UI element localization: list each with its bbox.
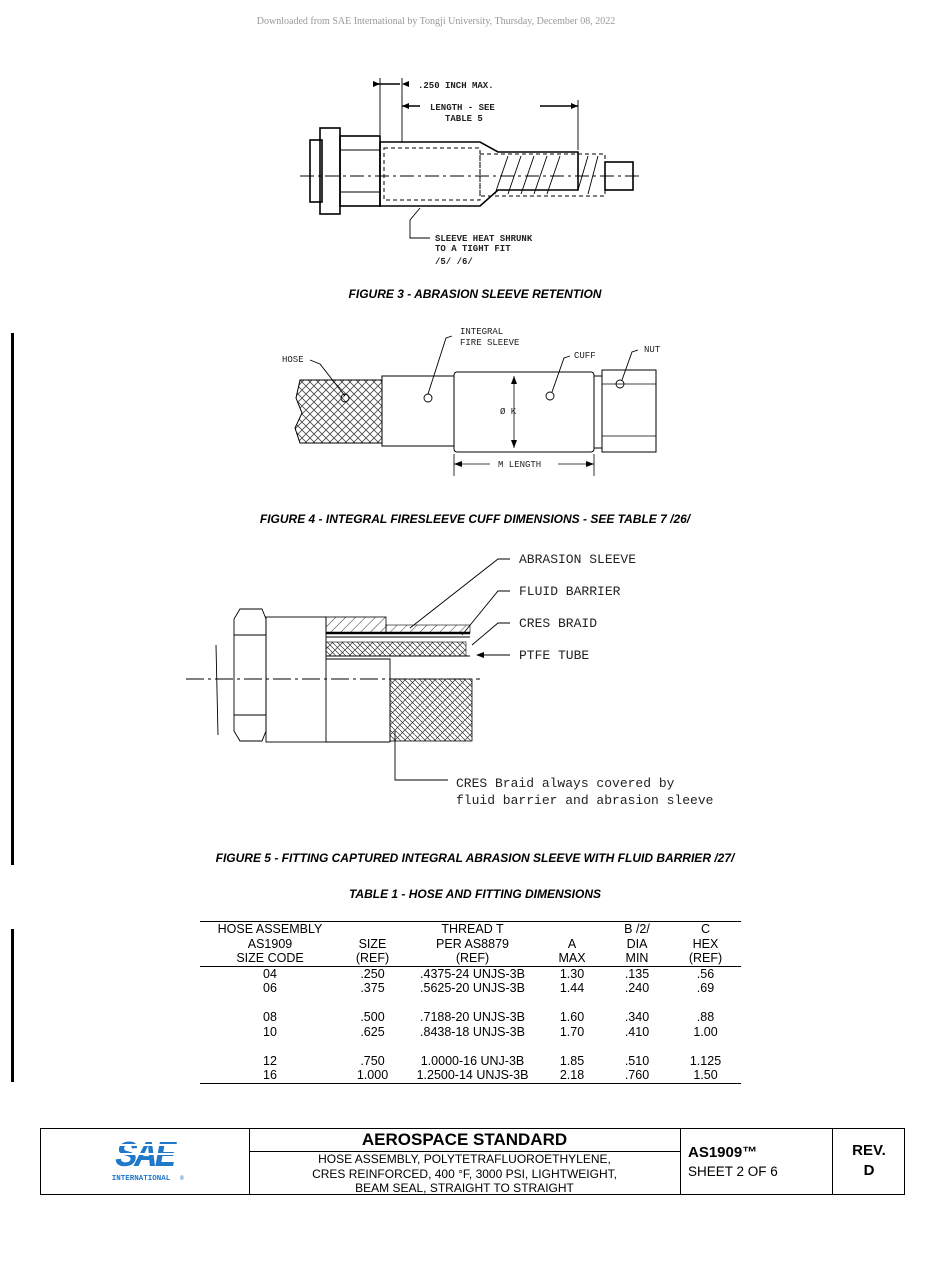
table-cell: .500: [360, 1010, 385, 1024]
table-cell: .135: [624, 966, 650, 981]
standard-type: AEROSPACE STANDARD: [249, 1129, 680, 1152]
table-cell: 12: [263, 1053, 277, 1068]
abrasion-sleeve-label: ABRASION SLEEVE: [519, 552, 637, 567]
table-header-row: [200, 922, 741, 937]
table-cell: .250: [360, 966, 385, 981]
table-row: [200, 981, 741, 996]
revision: [832, 1141, 906, 1181]
table-cell: .56: [696, 966, 715, 981]
header-cell: HOSE ASSEMBLY: [200, 922, 340, 937]
sleeve-note-3: /5/ /6/: [435, 257, 473, 267]
integral-label-2: FIRE SLEEVE: [460, 338, 520, 348]
hose-fitting-table: [200, 921, 741, 1084]
hose-label: HOSE: [282, 355, 304, 365]
table-cell: 1.70: [559, 1024, 585, 1039]
header-cell: PER AS8879: [436, 936, 509, 951]
table-cell: .8438-18 UNJS-3B: [420, 1024, 525, 1039]
table-cell: .340: [624, 1010, 650, 1024]
cres-note-1: CRES Braid always covered by: [456, 776, 675, 791]
registered-mark: ®: [180, 1175, 184, 1182]
table-cell: .88: [696, 1010, 715, 1024]
figure-3-caption: FIGURE 3 - ABRASION SLEEVE RETENTION: [348, 287, 602, 301]
table-cell: .760: [604, 1068, 670, 1083]
table-header-row: [200, 951, 741, 966]
integral-label-1: INTEGRAL: [460, 327, 504, 337]
table-cell: 1.85: [559, 1053, 585, 1068]
header-cell: DIA: [626, 936, 648, 951]
table-cell: .625: [360, 1024, 385, 1039]
header-cell: [340, 922, 405, 937]
table-cell: .69: [696, 981, 715, 995]
table-cell: 1.50: [670, 1068, 741, 1083]
ptfe-tube-label: PTFE TUBE: [519, 648, 590, 663]
sae-logo-text: SAE: [115, 1136, 175, 1177]
desc-line-1: HOSE ASSEMBLY, POLYTETRAFLUOROETHYLENE,: [318, 1152, 611, 1166]
figure-3-drawing: [280, 70, 660, 270]
change-bar: [11, 929, 14, 1082]
table-cell: 1.30: [559, 966, 585, 981]
table-cell: 10: [263, 1024, 277, 1039]
header-cell: SIZE: [358, 936, 387, 951]
rev-value: D: [863, 1162, 875, 1179]
nut-label: NUT: [644, 345, 661, 355]
sae-logo-subtext: INTERNATIONAL: [111, 1175, 171, 1183]
doc-number: AS1909™: [688, 1144, 758, 1161]
header-cell: B /2/: [604, 922, 670, 937]
table-cell: .410: [624, 1024, 650, 1039]
table-cell: .375: [360, 981, 385, 995]
table-row: [200, 1054, 741, 1069]
table-row: [200, 1010, 741, 1025]
table-cell: .750: [360, 1053, 385, 1068]
table-cell: 1.44: [559, 981, 585, 995]
sae-logo: [41, 1129, 249, 1194]
table-cell: 1.60: [559, 1010, 585, 1024]
header-cell: (REF): [670, 951, 741, 966]
header-cell: THREAD T: [405, 922, 540, 937]
table-cell: 1.000: [340, 1068, 405, 1083]
desc-line-2: CRES REINFORCED, 400 °F, 3000 PSI, LIGHTWEIGHT,: [312, 1166, 617, 1181]
header-cell: (REF): [340, 951, 405, 966]
sleeve-note-2: TO A TIGHT FIT: [435, 244, 511, 254]
table-cell: .7188-20 UNJS-3B: [420, 1010, 525, 1024]
doc-number-cell: [680, 1129, 833, 1194]
table-row: [200, 1068, 741, 1083]
cres-braid-label: CRES BRAID: [519, 616, 598, 631]
table-cell: 06: [263, 981, 277, 995]
header-cell: MAX: [540, 951, 604, 966]
cuff-label: CUFF: [574, 351, 596, 361]
header-cell: [540, 922, 604, 937]
table-header-row: [200, 937, 741, 952]
table-cell: 08: [263, 1010, 277, 1024]
figure-4-caption: FIGURE 4 - INTEGRAL FIRESLEEVE CUFF DIMENSIONS - SEE TABLE 7 /26/: [259, 512, 691, 526]
table-cell: .510: [624, 1053, 650, 1068]
table-cell: 1.125: [689, 1053, 722, 1068]
table-row: [200, 1025, 741, 1040]
header-cell: C: [670, 922, 741, 937]
desc-line-3: BEAM SEAL, STRAIGHT TO STRAIGHT: [355, 1181, 574, 1195]
revision-cell: [832, 1129, 906, 1194]
header-cell: A: [567, 936, 577, 951]
header-cell: HEX: [692, 936, 719, 951]
sheet-number: SHEET 2 OF 6: [688, 1164, 778, 1179]
header-cell: MIN: [604, 951, 670, 966]
table-cell: .240: [624, 981, 650, 995]
table-cell: 2.18: [540, 1068, 604, 1083]
table-cell: .5625-20 UNJS-3B: [420, 981, 525, 995]
dim-max-label: .250 INCH MAX.: [418, 81, 494, 91]
dia-k-label: Ø K: [500, 407, 517, 417]
title-cell: [249, 1129, 681, 1194]
length-table-label: TABLE 5: [445, 114, 483, 124]
header-cell: AS1909: [247, 936, 293, 951]
figure-4-drawing: [270, 318, 680, 478]
length-label: LENGTH - SEE: [430, 103, 495, 113]
m-length-label: M LENGTH: [498, 460, 542, 470]
cres-note-2: fluid barrier and abrasion sleeve: [456, 793, 714, 808]
rev-label: REV.: [852, 1142, 886, 1159]
table-cell: 1.00: [693, 1024, 718, 1039]
table-cell: 16: [200, 1068, 340, 1083]
header-cell: (REF): [405, 951, 540, 966]
header-cell: SIZE CODE: [200, 951, 340, 966]
table-cell: 1.2500-14 UNJS-3B: [405, 1068, 540, 1083]
title-block: [40, 1128, 905, 1195]
logo-cell: [41, 1129, 250, 1194]
table-cell: .4375-24 UNJS-3B: [420, 966, 525, 981]
table-cell: 1.0000-16 UNJ-3B: [420, 1053, 525, 1068]
figure-5-drawing: [180, 545, 760, 820]
sleeve-note-1: SLEEVE HEAT SHRUNK: [435, 234, 533, 244]
download-watermark: Downloaded from SAE International by Tongji University, Thursday, December 08, 2022: [256, 16, 616, 27]
change-bar: [11, 333, 14, 865]
document-description: [249, 1152, 680, 1196]
table-1-title: TABLE 1 - HOSE AND FITTING DIMENSIONS: [348, 887, 601, 901]
table-cell: 04: [263, 966, 277, 981]
fluid-barrier-label: FLUID BARRIER: [519, 584, 621, 599]
table-row: [200, 966, 741, 981]
figure-5-caption: FIGURE 5 - FITTING CAPTURED INTEGRAL ABRASION SLEEVE WITH FLUID BARRIER /27/: [215, 851, 735, 865]
